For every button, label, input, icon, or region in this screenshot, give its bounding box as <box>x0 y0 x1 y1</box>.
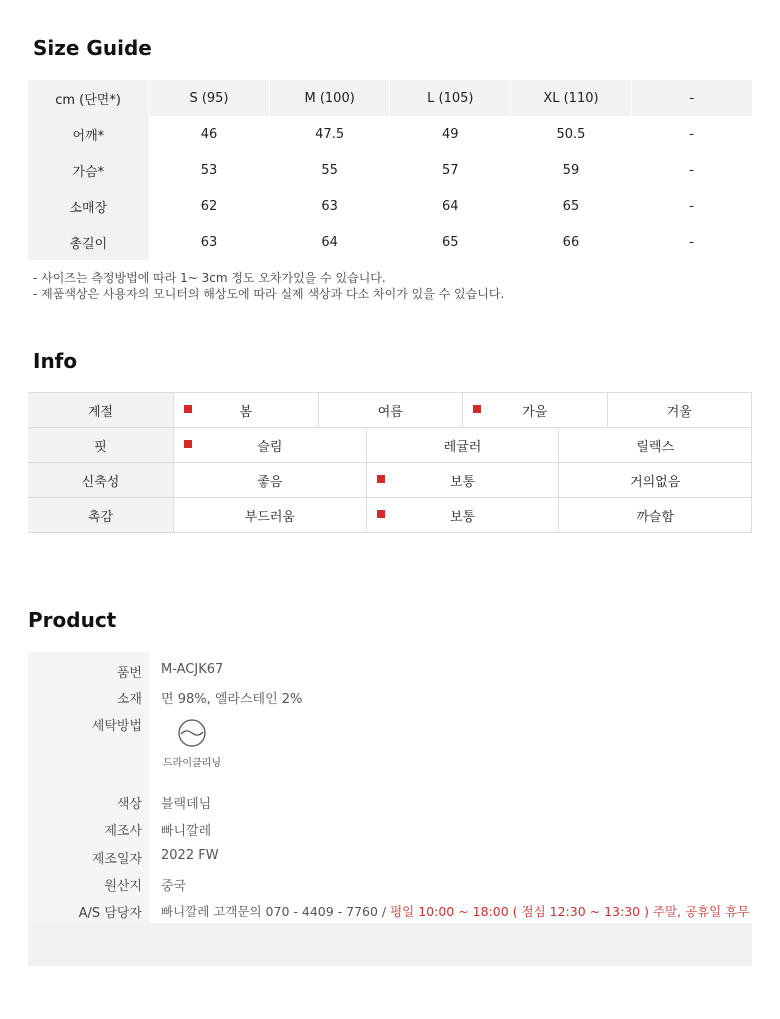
selected-marker-icon <box>473 405 481 413</box>
size-guide-table <box>28 80 752 260</box>
size-cell: 63 <box>321 198 338 214</box>
product-value: M-ACJK67 <box>161 662 224 677</box>
product-row-as <box>28 902 752 922</box>
info-row-label: 계절 <box>28 393 173 427</box>
info-option: 릴렉스 <box>558 428 752 462</box>
size-header-cell: L (105) <box>390 80 511 116</box>
product-value: 중국 <box>161 879 187 894</box>
product-value: 2022 FW <box>161 848 219 863</box>
info-option: 보통 <box>366 498 559 532</box>
size-cell: 64 <box>442 198 459 214</box>
size-notes <box>33 270 504 302</box>
info-row-stretch <box>28 463 752 498</box>
size-cell: 63 <box>200 234 218 250</box>
product-row-origin <box>28 875 752 895</box>
product-row-color <box>28 793 752 813</box>
info-title: Info <box>33 349 78 373</box>
size-note: - 제품색상은 사용자의 모니터의 해상도에 따라 실제 색상과 다소 차이가 있을 수 있습니다. <box>33 287 505 301</box>
size-header-cell: cm (단면*) <box>28 80 149 116</box>
size-cell: - <box>689 234 694 250</box>
as-hours: 평일 10:00 ~ 18:00 ( 점심 12:30 ~ 13:30 ) 주말, 공휴일 휴무 <box>390 904 750 919</box>
size-cell: 65 <box>442 234 459 250</box>
size-cell: 46 <box>200 126 218 142</box>
size-cell: - <box>689 126 694 142</box>
as-contact: 빠니깔레 고객문의 070 - 4409 - 7760 / <box>161 904 391 919</box>
size-row <box>28 116 752 152</box>
product-row-date <box>28 848 752 868</box>
info-option: 부드러움 <box>173 498 366 532</box>
size-cell: 59 <box>562 162 580 178</box>
product-value: 면 98%, 엘라스테인 2% <box>161 692 303 707</box>
product-row-maker <box>28 820 752 840</box>
size-cell: 65 <box>562 198 580 214</box>
selected-marker-icon <box>377 475 385 483</box>
product-label: 소재 <box>116 692 142 707</box>
product-row-item-no <box>28 662 752 682</box>
product-label: 제조사 <box>104 824 142 839</box>
dry-cleaning-block <box>161 718 223 769</box>
size-cell: 62 <box>200 198 218 214</box>
size-cell: 57 <box>442 162 459 178</box>
info-row-fit <box>28 428 752 463</box>
product-label: 세탁방법 <box>91 719 142 734</box>
info-table <box>28 392 752 533</box>
product-footer-bar <box>28 923 752 966</box>
product-value: 블랙데님 <box>161 797 212 812</box>
selected-marker-icon <box>377 510 385 518</box>
product-label: 색상 <box>116 797 142 812</box>
size-cell: 50.5 <box>556 126 586 142</box>
info-option: 슬림 <box>173 428 366 462</box>
size-header-cell: - <box>631 80 752 116</box>
size-cell: 66 <box>562 234 580 250</box>
product-label: 제조일자 <box>91 852 142 867</box>
selected-marker-icon <box>184 440 192 448</box>
size-row <box>28 152 752 188</box>
info-option: 레귤러 <box>366 428 559 462</box>
size-row-label: 어깨* <box>28 116 149 152</box>
product-label: A/S 담당자 <box>78 906 142 921</box>
product-label: 품번 <box>116 666 142 681</box>
info-option: 여름 <box>318 393 463 427</box>
product-row-material <box>28 688 752 708</box>
product-row-wash <box>28 715 752 735</box>
size-row <box>28 224 752 260</box>
size-cell: 55 <box>321 162 338 178</box>
size-cell: - <box>689 162 694 178</box>
size-note: - 사이즈는 측정방법에 따라 1~ 3cm 정도 오차가있을 수 있습니다. <box>33 271 386 285</box>
size-cell: 49 <box>442 126 459 142</box>
product-title: Product <box>28 608 117 632</box>
info-row-label: 신축성 <box>28 463 173 497</box>
size-row-label: 총길이 <box>28 224 149 260</box>
dry-cleaning-label: 드라이클리닝 <box>163 758 221 769</box>
info-option: 까슬함 <box>558 498 752 532</box>
size-cell: 47.5 <box>315 126 345 142</box>
info-option: 겨울 <box>607 393 753 427</box>
product-value <box>161 902 749 920</box>
size-row-label: 소매장 <box>28 188 149 224</box>
size-row <box>28 188 752 224</box>
product-label: 원산지 <box>104 879 142 894</box>
size-header-row <box>28 80 752 116</box>
size-cell: 64 <box>321 234 338 250</box>
selected-marker-icon <box>184 405 192 413</box>
size-guide-title: Size Guide <box>33 36 152 60</box>
product-details <box>28 652 752 966</box>
size-header-cell: S (95) <box>149 80 270 116</box>
info-option: 가을 <box>462 393 607 427</box>
info-row-texture <box>28 498 752 533</box>
size-header-cell: XL (110) <box>511 80 632 116</box>
info-option: 봄 <box>173 393 318 427</box>
info-row-label: 촉감 <box>28 498 173 532</box>
dry-cleaning-icon <box>177 718 207 748</box>
info-option: 보통 <box>366 463 559 497</box>
info-option: 좋음 <box>173 463 366 497</box>
size-row-label: 가슴* <box>28 152 149 188</box>
size-cell: - <box>689 198 694 214</box>
info-row-season <box>28 393 752 428</box>
size-header-cell: M (100) <box>269 80 390 116</box>
info-option: 거의없음 <box>558 463 752 497</box>
size-cell: 53 <box>200 162 218 178</box>
product-value: 빠니깔레 <box>161 824 212 839</box>
info-row-label: 핏 <box>28 428 173 462</box>
